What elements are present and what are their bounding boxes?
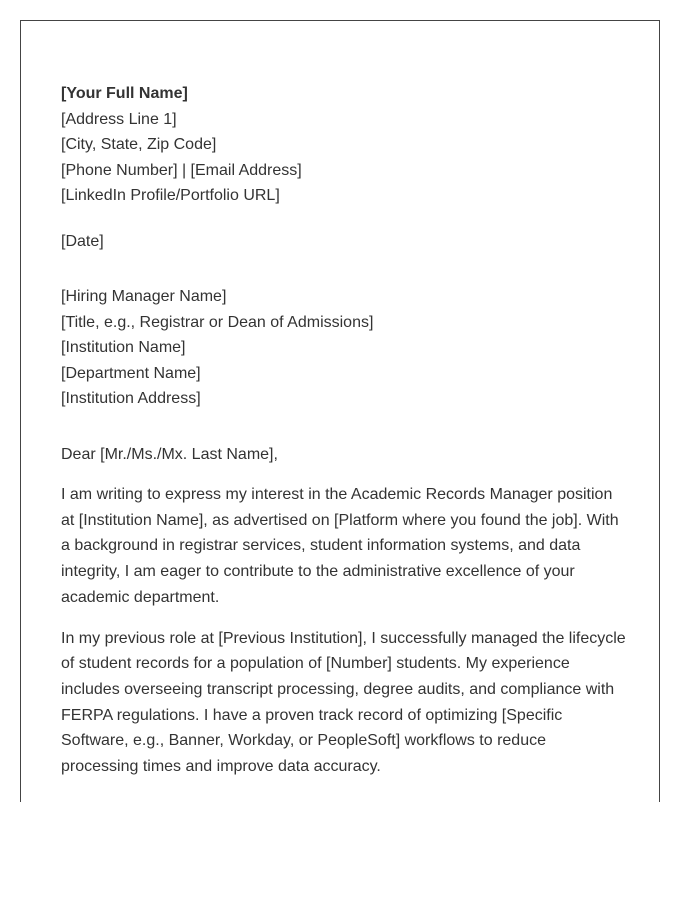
body-paragraph-2: In my previous role at [Previous Institution], I successfully managed the lifecycle of student records for a population of [Number] students. My experience includes overseeing transcript processing, degree audits, and compliance with FERPA regulations. I have a proven track record of optimizing [Specific Software, e.g., Banner, Workday, or PeopleSoft] workflows to reduce processing times and improve data accuracy. [61,629,626,776]
recipient-block [61,284,627,412]
letter-page [20,20,660,802]
letter-content [61,81,627,780]
sender-block [61,81,627,209]
recipient-institution: [Institution Name] [61,339,186,356]
recipient-title: [Title, e.g., Registrar or Dean of Admissions] [61,313,374,331]
recipient-address: [Institution Address] [61,390,201,407]
salutation-block [61,442,627,468]
sender-linkedin: [LinkedIn Profile/Portfolio URL] [61,187,280,204]
sender-address-line-1: [Address Line 1] [61,110,177,128]
body-paragraph-1: I am writing to express my interest in the Academic Records Manager position at [Institution Name], as advertised on [Platform where you found the job]. With a background in registrar services, student information systems, and data integrity, I am eager to contribute to the administrative excellence of your academic department. [61,486,619,606]
sender-name: [Your Full Name] [61,85,188,102]
salutation: Dear [Mr./Ms./Mx. Last Name], [61,445,278,463]
recipient-name: [Hiring Manager Name] [61,288,227,305]
date-block [61,229,627,255]
letter-date: [Date] [61,232,104,250]
sender-city-state-zip: [City, State, Zip Code] [61,136,217,153]
recipient-department: [Department Name] [61,364,201,382]
sender-contact: [Phone Number] | [Email Address] [61,161,302,179]
